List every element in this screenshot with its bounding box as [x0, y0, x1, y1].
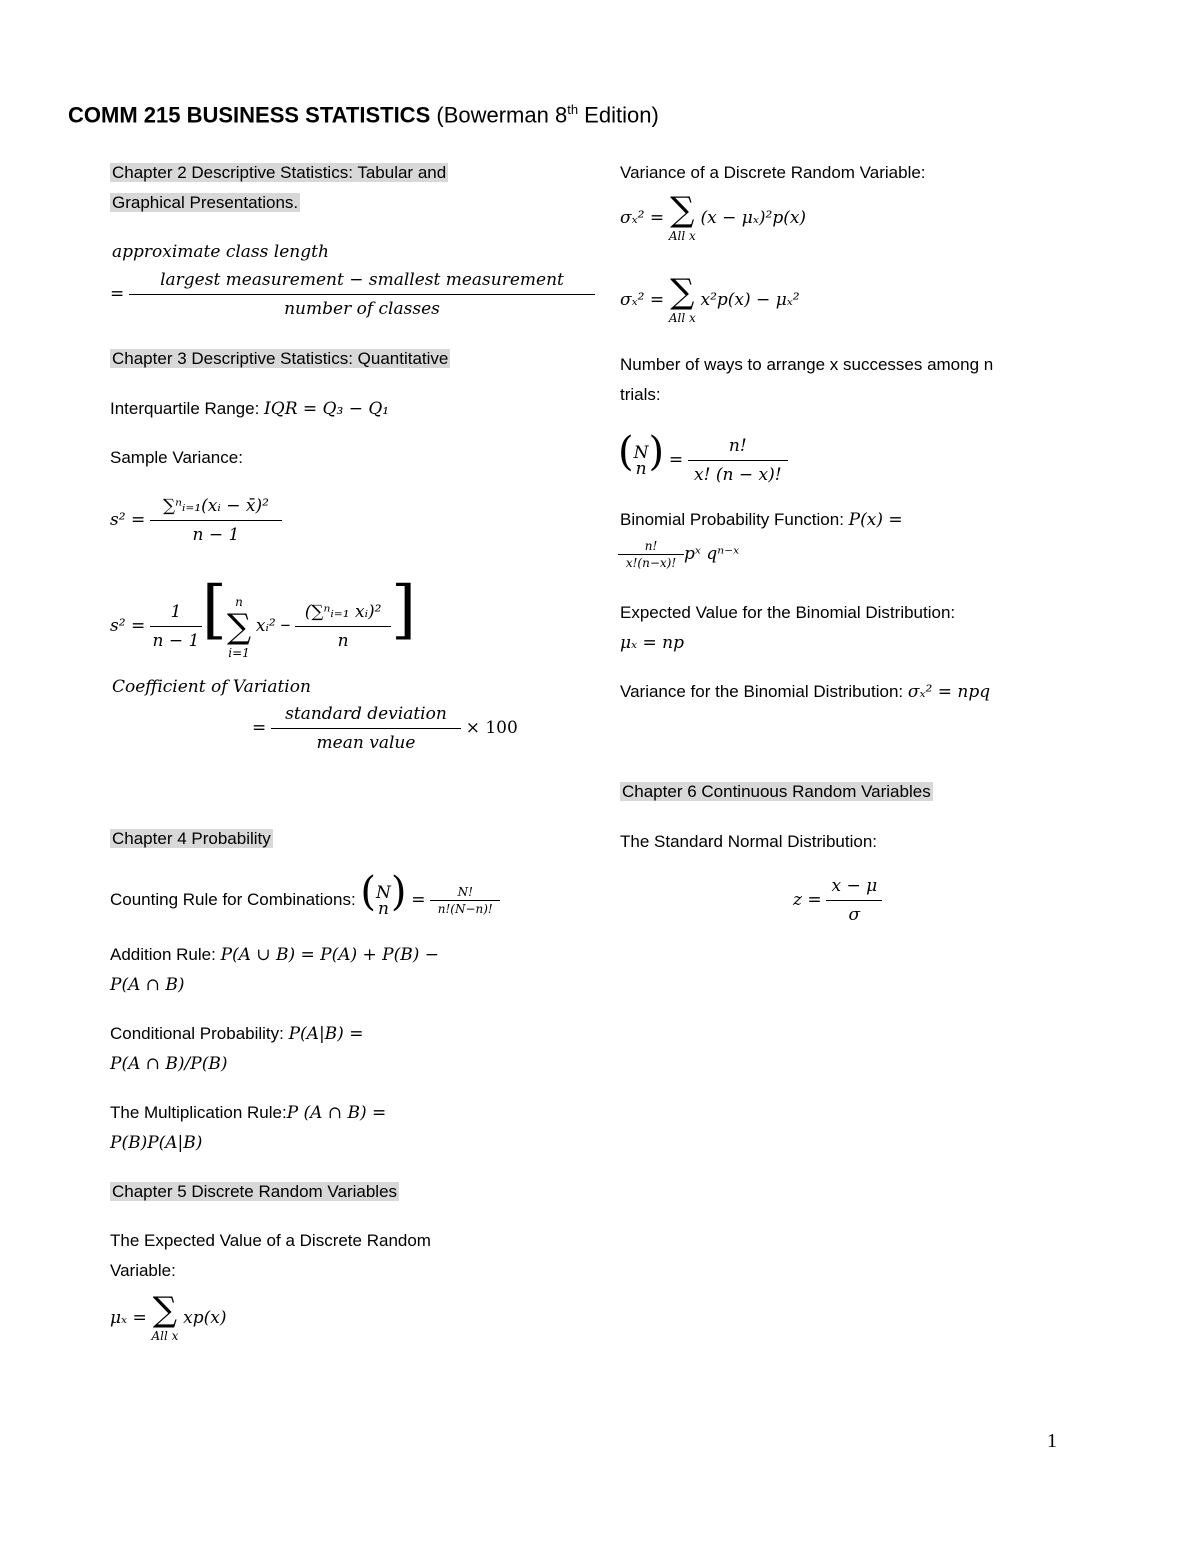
chapter-3-heading: Chapter 3 Descriptive Statistics: Quantitative	[112, 349, 449, 368]
variance-formula-2: σₓ² = ∑ All x x²p(x) − μₓ²	[620, 272, 800, 326]
page-number: 1	[1047, 1430, 1057, 1452]
cv-lhs: Coefficient of Variation	[112, 677, 311, 697]
binomial-variance: Variance for the Binomial Distribution: σₓ² = npq	[620, 682, 991, 702]
expected-value-label: The Expected Value of a Discrete Random Variable:	[110, 1231, 431, 1280]
z-formula: z = $\frac{x - \mu}{\sigma}$	[793, 872, 882, 929]
iqr-line: Interquartile Range: IQR = Q₃ − Q₁	[110, 399, 390, 419]
variance-formula-1: σₓ² = ∑ All x (x − μₓ)²p(x)	[620, 190, 807, 244]
chapter-5-heading: Chapter 5 Discrete Random Variables	[112, 1182, 398, 1201]
variance-discrete-label: Variance of a Discrete Random Variable:	[620, 163, 926, 182]
combinations-rule: Counting Rule for Combinations: (N n) = $\frac{N!}{n!(N-n)!}$	[110, 872, 500, 923]
conditional-probability: Conditional Probability: P(A|B) = P(A ∩ B)/P(B)	[110, 1024, 364, 1074]
class-length-formula: = $\frac{\text{largest measurement − smallest measurement}}{\text{number of classes}}$	[110, 266, 595, 323]
arrangements-formula: (N n) = $\frac{n!}{x! (n - x)!}$	[618, 432, 788, 489]
class-length-lhs: approximate class length	[112, 242, 329, 262]
chapter-2-heading: Chapter 2 Descriptive Statistics: Tabular and Graphical Presentations.	[112, 163, 447, 212]
sample-variance-formula-2: s² = $\frac{1}{n - 1}$ [ n ∑ i=1 xᵢ² − $\frac{\text{(∑ⁿᵢ₌₁ xᵢ)²}}{n}$ ]	[110, 573, 417, 660]
chapter-6-heading: Chapter 6 Continuous Random Variables	[622, 782, 931, 801]
expected-value-formula: μₓ = ∑ All x xp(x)	[110, 1290, 227, 1344]
sample-variance-formula-1: s² = $\frac{\text{∑ⁿᵢ₌₁(xᵢ − x̄)²}}{n - 1}$	[110, 492, 282, 549]
sample-variance-label: Sample Variance:	[110, 448, 243, 467]
page-title: COMM 215 BUSINESS STATISTICS (Bowerman 8th Edition)	[68, 102, 659, 128]
arrangements-label: Number of ways to arrange x successes among n trials:	[620, 355, 994, 404]
multiplication-rule: The Multiplication Rule:P (A ∩ B) = P(B)P(A|B)	[110, 1103, 387, 1153]
binomial-expected-value: Expected Value for the Binomial Distribution: μₓ = np	[620, 603, 956, 653]
binomial-probability-function: Binomial Probability Function: P(x) =	[620, 510, 903, 530]
standard-normal-label: The Standard Normal Distribution:	[620, 832, 878, 851]
chapter-4-heading: Chapter 4 Probability	[112, 829, 271, 848]
cv-formula: = $\frac{\text{standard deviation}}{\text{mean value}}$ × 100	[252, 700, 518, 757]
addition-rule: Addition Rule: P(A ∪ B) = P(A) + P(B) − P(A ∩ B)	[110, 945, 440, 995]
binomial-formula: $\frac{n!}{x!(n-x)!}$ pˣ qⁿ⁻ˣ	[618, 538, 739, 571]
